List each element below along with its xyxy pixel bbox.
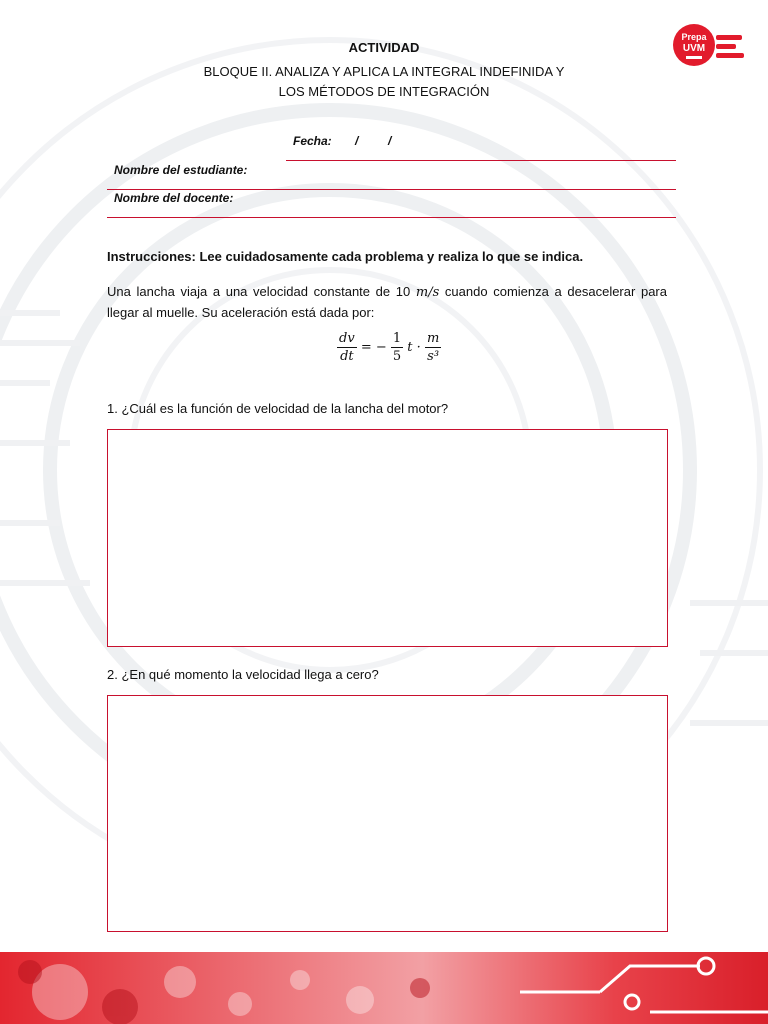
formula-unit-num: m: [426, 331, 440, 346]
formula-coef-num: 1: [392, 331, 402, 346]
question-1-text: 1. ¿Cuál es la función de velocidad de la lancha del motor?: [107, 401, 449, 416]
formula-coef-den: 5: [392, 349, 402, 364]
formula-equals: = −: [360, 340, 387, 355]
question-1-answer-box[interactable]: [107, 429, 668, 647]
teacher-name-line[interactable]: [107, 217, 676, 218]
teacher-name-label: Nombre del docente:: [114, 191, 234, 205]
date-separator-2: /: [388, 134, 392, 148]
formula-coef-fraction: [391, 330, 403, 365]
date-separator-1: /: [355, 134, 359, 148]
formula-unit-fraction: [425, 330, 441, 365]
date-field-line[interactable]: [286, 160, 676, 161]
prepa-uvm-logo: [672, 24, 748, 70]
footer-gears-banner: [0, 952, 768, 1024]
problem-text-after: cuando comienza a desacelerar para llegar al muelle. Su aceleración está dada por:: [107, 284, 667, 320]
document-subtitle-line2: LOS MÉTODOS DE INTEGRACIÓN: [278, 84, 490, 99]
problem-unit: m/s: [415, 285, 440, 300]
student-name-label: Nombre del estudiante:: [114, 163, 248, 177]
problem-text-before: Una lancha viaja a una velocidad constante de 10: [107, 284, 416, 299]
question-2-text: 2. ¿En qué momento la velocidad llega a cero?: [107, 667, 379, 682]
svg-text:Prepa: Prepa: [681, 32, 707, 42]
formula-lhs-num: dv: [339, 331, 355, 346]
formula-lhs-fraction: [337, 330, 357, 365]
formula-variable: t ·: [407, 340, 421, 355]
svg-text:UVM: UVM: [682, 43, 706, 54]
acceleration-formula: [337, 330, 441, 365]
question-2-answer-box[interactable]: [107, 695, 668, 932]
formula-unit-den: s³: [427, 349, 440, 364]
date-label: Fecha:: [293, 134, 332, 148]
student-name-line[interactable]: [107, 189, 676, 190]
document-subtitle-line1: BLOQUE II. ANALIZA Y APLICA LA INTEGRAL INDEFINIDA Y: [203, 64, 565, 79]
problem-statement: [107, 282, 667, 323]
formula-lhs-den: dt: [340, 349, 354, 364]
instructions-text: Instrucciones: Lee cuidadosamente cada problema y realiza lo que se indica.: [107, 249, 584, 264]
document-title: ACTIVIDAD: [348, 40, 420, 55]
